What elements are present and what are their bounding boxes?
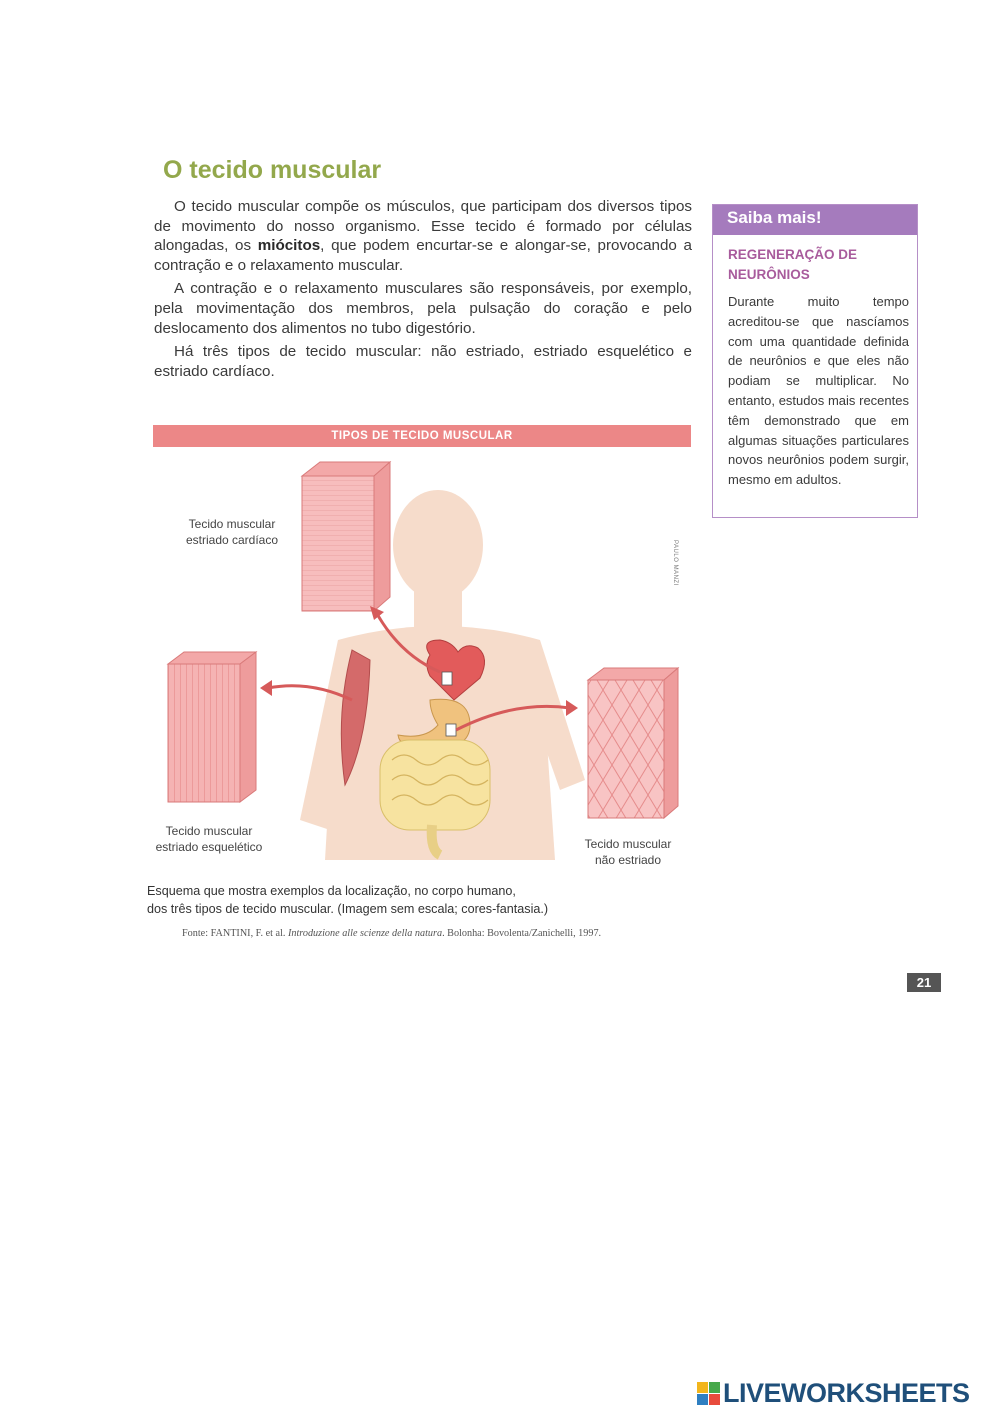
image-credit: PAULO MANZI [672, 540, 678, 586]
saiba-mais-box [712, 204, 918, 518]
section-title: O tecido muscular [163, 156, 382, 184]
liveworksheets-logo-icon [697, 1382, 721, 1406]
label-smooth-line-2: não estriado [594, 853, 662, 867]
smooth-tissue-block [588, 668, 678, 818]
figure-source [182, 928, 692, 939]
label-smooth-line-1: Tecido muscular [584, 837, 672, 851]
miocitos-term: miócitos [257, 237, 321, 255]
saiba-mais-header [713, 205, 917, 235]
liveworksheets-logo-text: LIVEWORKSHEETS [723, 1378, 970, 1408]
caption-line-2: dos três tipos de tecido muscular. (Imagem sem escala; cores-fantasia.) [147, 902, 549, 916]
figure-title-bar: TIPOS DE TECIDO MUSCULAR [153, 425, 691, 447]
cardiac-tissue-block [302, 462, 390, 611]
label-cardiac [176, 516, 288, 548]
paragraph-1-start: O tecido muscular compõe os músculos, que participam dos diversos tipos de movimento do nosso organismo. Esse tecido é formado por células alongadas, os [154, 198, 692, 255]
label-skeletal [146, 823, 272, 855]
saiba-mais-heading: Saiba mais! [727, 208, 822, 227]
skeletal-tissue-block [168, 652, 256, 802]
saiba-mais-subtitle-line-2: NEURÔNIOS [728, 267, 810, 282]
label-cardiac-line-2: estriado cardíaco [185, 533, 279, 547]
label-cardiac-line-1: Tecido muscular [188, 517, 276, 531]
saiba-mais-text: Durante muito tempo acreditou-se que nascíamos com uma quantidade definida de neurônios e que eles não podiam se multiplicar. No entanto, estudos mais recentes têm demonstrado que em algumas situações particulares novos neurônios podem surgir, mesmo em adultos. [728, 294, 909, 488]
source-suffix: . Bolonha: Bovolenta/Zanichelli, 1997. [442, 928, 602, 939]
saiba-mais-subtitle-line-1: REGENERAÇÃO DE [728, 247, 858, 262]
label-skeletal-line-2: estriado esquelético [155, 840, 263, 854]
paragraph-1-end: , que podem encurtar-se e alongar-se, provocando a contração e o relaxamento muscular. [154, 237, 692, 274]
paragraph-3: Há três tipos de tecido muscular: não estriado, estriado esquelético e estriado cardíaco. [154, 343, 692, 380]
figure-caption [147, 882, 687, 918]
page-number: 21 [907, 973, 941, 992]
source-prefix: Fonte: FANTINI, F. et al. [182, 928, 288, 939]
saiba-mais-subtitle [728, 245, 908, 285]
caption-line-1: Esquema que mostra exemplos da localização, no corpo humano, [147, 884, 516, 898]
paragraph-2: A contração e o relaxamento musculares são responsáveis, por exemplo, pela movimentação dos membros, pela pulsação do coração e pelo deslocamento dos alimentos no tubo digestório. [154, 280, 692, 337]
source-title: Introduzione alle scienze della natura [287, 928, 443, 939]
label-skeletal-line-1: Tecido muscular [165, 824, 253, 838]
label-smooth [576, 836, 680, 868]
